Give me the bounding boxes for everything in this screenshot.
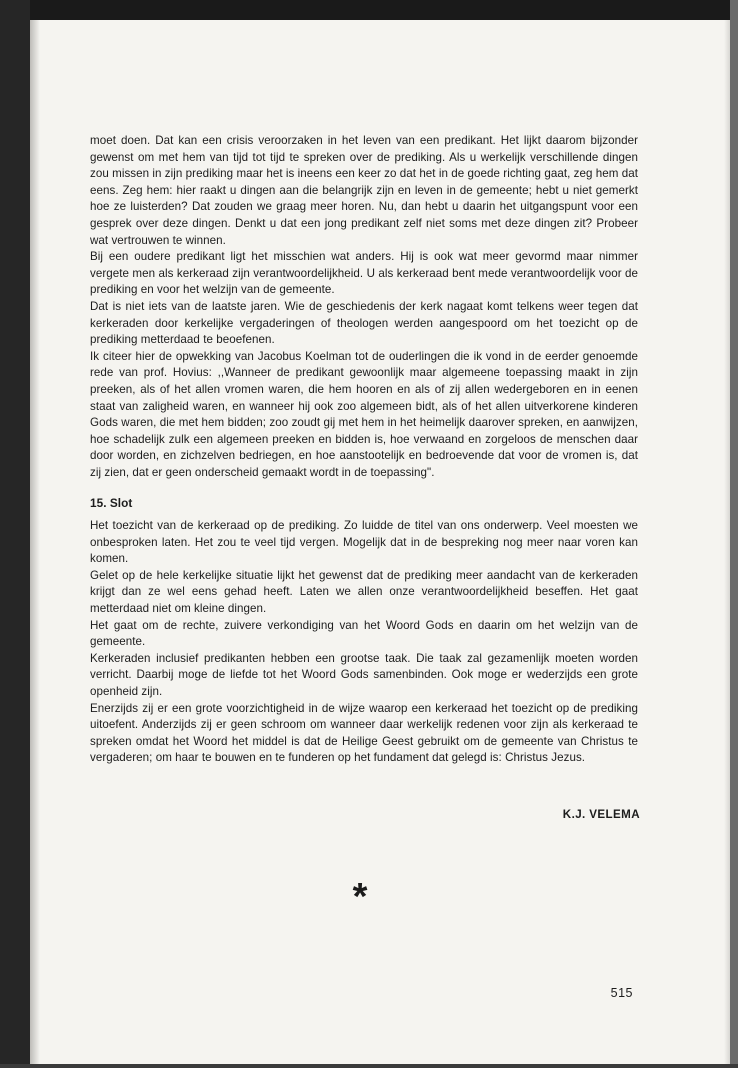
paragraph: Bij een oudere predikant ligt het misschien wat anders. Hij is ook wat meer gevormd maar nimmer vergete men als kerkeraad zijn verantwoordelijkheid. U als kerkeraad bent mede verantwoordelijk voor de prediking en voor het welzijn van de gemeente.: [90, 250, 638, 297]
paragraph: Het gaat om de rechte, zuivere verkondiging van het Woord Gods en daarin om het welzijn van de gemeente.: [90, 618, 638, 649]
author-signature: K.J. VELEMA: [562, 808, 640, 821]
body-text: [90, 133, 638, 767]
page-number: 515: [610, 986, 633, 1000]
scan-edge-top: [0, 0, 738, 20]
section-heading: 15. Slot: [90, 496, 133, 511]
scan-edge-bottom: [0, 1064, 738, 1068]
scan-edge-left: [0, 0, 30, 1068]
paragraph: Ik citeer hier de opwekking van Jacobus Koelman tot de ouderlingen die ik vond in de eerder genoemde rede van prof. Hovius: ,,Wanneer de predikant gewoonlijk maar algemeene toepassing maakt in zijn preeken, als of het allen vromen waren, die hem hooren en als of zij allen wedergeboren en in eenen staat van zaligheid waren, en wanneer hij ook zoo algemeen bidt, als of het allen uitverkorene kinderen Gods waren, die met hem bidden; zoo zoudt gij met hem in het heimelijk daarover spreken, en aanwijzen, hoe schadelijk zulk een algemeen preeken en bidden is, hoe verwaand en zorgeloos de menschen daar door worden, en zichzelven bedriegen, en hoe aanstootelijk en bedroevende dat voor de vromen is, dat zij zien, dat er geen onderscheid gemaakt wordt in de toepassing".: [90, 349, 638, 479]
paragraph: Dat is niet iets van de laatste jaren. Wie de geschiedenis der kerk nagaat komt telkens weer tegen dat kerkeraden door kerkelijke vergaderingen of theologen werden aangespoord om het toezicht op de prediking metterdaad te beoefenen.: [90, 299, 638, 347]
paragraph: Enerzijds zij er een grote voorzichtigheid in de wijze waarop een kerkeraad het toezicht op de prediking uitoefent. Anderzijds zij er geen schroom om wanneer daar werkelijk redenen voor zijn als kerkeraad te spreken omdat het Woord het middel is dat de Heilige Geest gebruikt om de gemeente van Christus te vergaderen; om haar te bouwen en te funderen op het fundament dat gelegd is: Christus Jezus.: [90, 701, 638, 765]
paragraph: moet doen. Dat kan een crisis veroorzaken in het leven van een predikant. Het lijkt daarom bijzonder gewenst om met hem van tijd tot tijd te spreken over de prediking. Als u werkelijk verschillende dingen zou missen in zijn prediking maar het is ineens een keer zo dat het in de goede richting gaat, zeg hem dat eens. Zeg hem: hier raakt u dingen aan die belangrijk zijn en leven in de gemeente; hebt u niet gemerkt hoe ze luisterden? Dat zouden we graag meer horen. Nu, dan hebt u daarin het uitgangspunt voor een gesprek over deze dingen. Denkt u dat een jong predikant zelf niet soms met deze dingen zit? Probeer wat vertrouwen te winnen.: [90, 134, 638, 247]
scan-edge-right-shadow: [724, 20, 730, 1068]
scan-edge-right: [730, 0, 738, 1068]
paragraph: Gelet op de hele kerkelijke situatie lijkt het gewenst dat de prediking meer aandacht van de kerkeraden krijgt dan ze wel eens gehad heeft. Laten we allen onze verantwoordelijkheid beseffen. Het gaat metterdaad niet om kleine dingen.: [90, 568, 638, 616]
paragraph: Kerkeraden inclusief predikanten hebben een grootse taak. Die taak zal gezamenlijk moeten worden verricht. Daarbij moge de liefde tot het Woord Gods samenbinden. Ook moge er wederzijds een grote openheid zijn.: [90, 651, 638, 698]
paragraph: Het toezicht van de kerkeraad op de prediking. Zo luidde de titel van ons onderwerp. Veel moesten we onbesproken laten. Het zou te veel tijd vergen. Mogelijk dat in de bespreking nog meer naar voren kan komen.: [90, 519, 638, 566]
scan-edge-left-shadow: [30, 20, 40, 1068]
asterisk-separator: *: [352, 876, 368, 918]
